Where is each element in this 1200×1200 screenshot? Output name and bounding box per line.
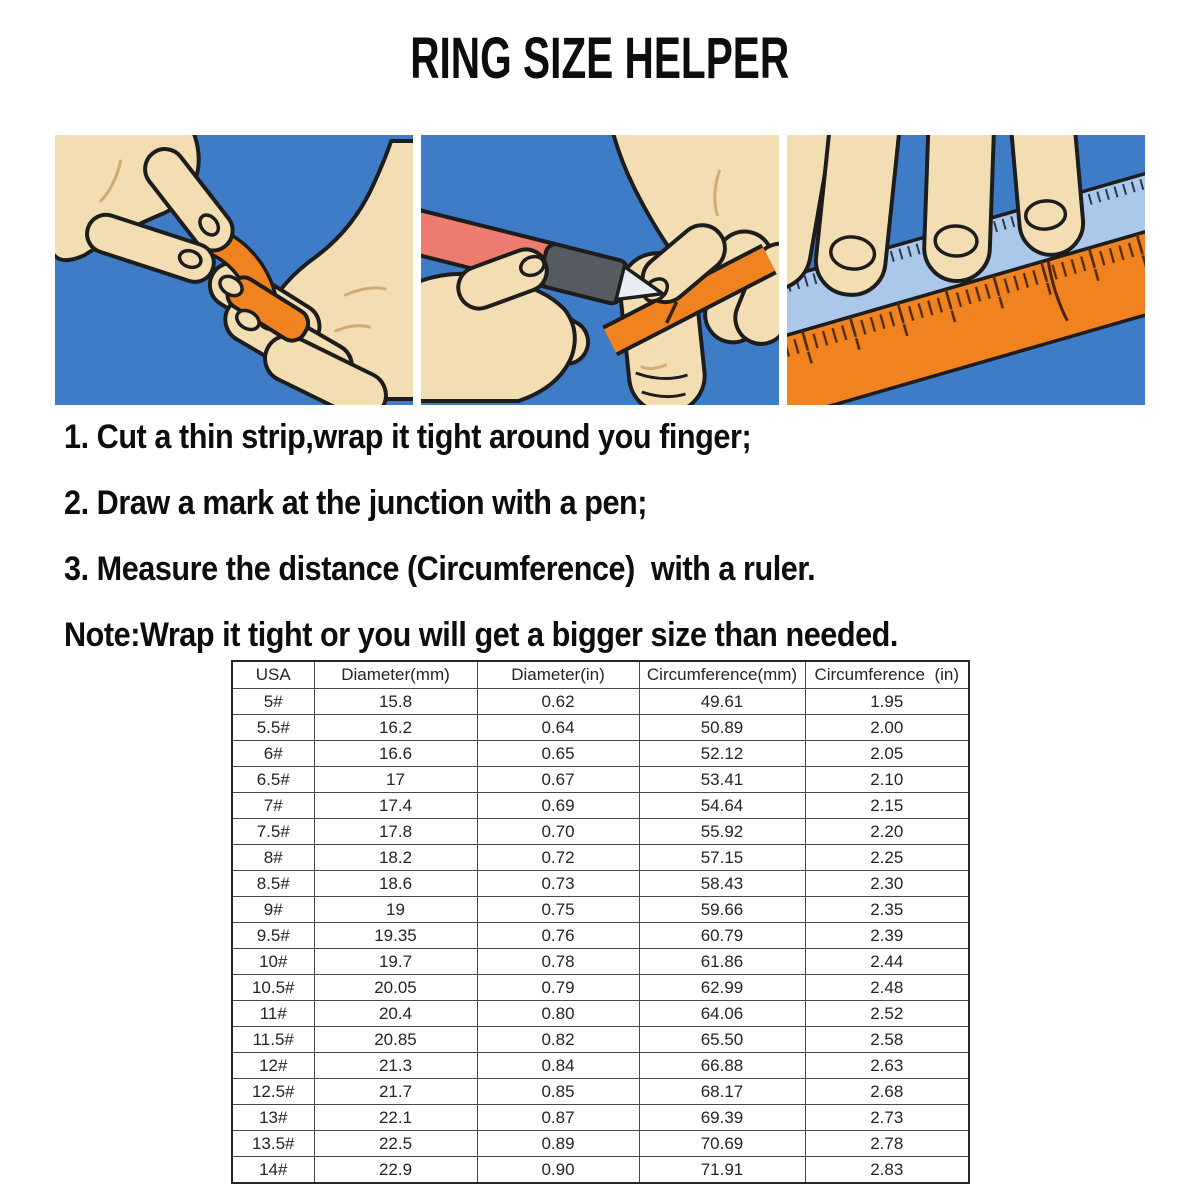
table-cell: 64.06 [639,1001,805,1027]
table-cell: 0.85 [477,1079,639,1105]
instruction-step-2-text: 2. Draw a mark at the junction with a pen; [64,483,648,522]
table-row [232,1157,969,1184]
table-cell: 55.92 [639,819,805,845]
table-cell: 0.82 [477,1027,639,1053]
table-cell: 0.75 [477,897,639,923]
illustration-strip [55,135,1145,405]
table-cell: 0.84 [477,1053,639,1079]
table-cell: 17 [314,767,477,793]
table-cell: 18.6 [314,871,477,897]
table-cell: 0.72 [477,845,639,871]
table-row [232,1105,969,1131]
instruction-step-3-text: 3. Measure the distance (Circumference) with a ruler. [64,549,816,588]
table-cell: 0.79 [477,975,639,1001]
instruction-note-text: Note:Wrap it tight or you will get a bigger size than needed. [64,615,898,654]
table-cell: 2.30 [805,871,969,897]
table-cell: 6# [232,741,314,767]
table-cell: 16.6 [314,741,477,767]
panel-mark-pen [421,135,779,405]
table-cell: 10# [232,949,314,975]
table-cell: 2.58 [805,1027,969,1053]
table-cell: 53.41 [639,767,805,793]
table-cell: 16.2 [314,715,477,741]
hands-wrapping-strip-icon [55,135,413,405]
table-row [232,923,969,949]
table-cell: 2.83 [805,1157,969,1184]
panel-wrap-strip [55,135,413,405]
table-cell: 68.17 [639,1079,805,1105]
table-cell: 54.64 [639,793,805,819]
table-header-row [232,661,969,689]
table-cell: 5# [232,689,314,715]
instruction-step-1 [64,404,1170,470]
table-row [232,975,969,1001]
column-header: Diameter(mm) [314,661,477,689]
instruction-step-1-text: 1. Cut a thin strip,wrap it tight around you finger; [64,417,752,456]
table-cell: 19.7 [314,949,477,975]
table-cell: 0.69 [477,793,639,819]
table-cell: 2.68 [805,1079,969,1105]
table-cell: 59.66 [639,897,805,923]
table-cell: 2.35 [805,897,969,923]
table-cell: 21.3 [314,1053,477,1079]
table-cell: 65.50 [639,1027,805,1053]
table-cell: 62.99 [639,975,805,1001]
table-row [232,793,969,819]
table-row [232,845,969,871]
table-cell: 66.88 [639,1053,805,1079]
table-cell: 0.65 [477,741,639,767]
table-row [232,1079,969,1105]
table-row [232,949,969,975]
table-cell: 9# [232,897,314,923]
table-cell: 0.90 [477,1157,639,1184]
table-cell: 6.5# [232,767,314,793]
table-cell: 17.4 [314,793,477,819]
table-cell: 19.35 [314,923,477,949]
table-cell: 10.5# [232,975,314,1001]
table-cell: 2.39 [805,923,969,949]
table-cell: 22.9 [314,1157,477,1184]
table-cell: 7.5# [232,819,314,845]
table-cell: 8# [232,845,314,871]
table-cell: 2.15 [805,793,969,819]
table-cell: 7# [232,793,314,819]
table-cell: 11# [232,1001,314,1027]
panel-ruler-measure [787,135,1145,405]
table-cell: 5.5# [232,715,314,741]
table-cell: 14# [232,1157,314,1184]
table-cell: 2.25 [805,845,969,871]
table-cell: 0.70 [477,819,639,845]
table-row [232,1027,969,1053]
pen-marking-strip-icon [421,135,779,405]
table-cell: 0.87 [477,1105,639,1131]
table-cell: 20.85 [314,1027,477,1053]
table-cell: 58.43 [639,871,805,897]
table-row [232,1053,969,1079]
table-cell: 0.89 [477,1131,639,1157]
table-row [232,767,969,793]
ruler-measuring-strip-icon [787,135,1145,405]
table-cell: 20.05 [314,975,477,1001]
table-cell: 2.63 [805,1053,969,1079]
table-cell: 0.78 [477,949,639,975]
page-title-text: RING SIZE HELPER [410,26,790,91]
table-row [232,741,969,767]
table-cell: 13.5# [232,1131,314,1157]
table-cell: 0.73 [477,871,639,897]
table-row [232,715,969,741]
table-row [232,871,969,897]
table-cell: 18.2 [314,845,477,871]
table-cell: 71.91 [639,1157,805,1184]
instructions [64,404,1170,668]
table-cell: 0.80 [477,1001,639,1027]
table-cell: 19 [314,897,477,923]
table-cell: 52.12 [639,741,805,767]
table-row [232,689,969,715]
table-cell: 22.1 [314,1105,477,1131]
table-cell: 2.52 [805,1001,969,1027]
table-cell: 2.78 [805,1131,969,1157]
table-cell: 20.4 [314,1001,477,1027]
page-title [0,28,1200,90]
column-header: USA [232,661,314,689]
instruction-step-2 [64,470,1170,536]
table-cell: 2.44 [805,949,969,975]
table-cell: 57.15 [639,845,805,871]
table-cell: 69.39 [639,1105,805,1131]
table-cell: 12.5# [232,1079,314,1105]
table-cell: 17.8 [314,819,477,845]
table-row [232,897,969,923]
table-cell: 0.67 [477,767,639,793]
table-cell: 8.5# [232,871,314,897]
table-cell: 2.05 [805,741,969,767]
table-cell: 50.89 [639,715,805,741]
instruction-step-3 [64,536,1170,602]
table-cell: 2.10 [805,767,969,793]
table-cell: 60.79 [639,923,805,949]
table-cell: 0.62 [477,689,639,715]
table-cell: 13# [232,1105,314,1131]
instruction-note [64,602,1170,668]
column-header: Circumference (in) [805,661,969,689]
table-cell: 2.73 [805,1105,969,1131]
table-cell: 2.00 [805,715,969,741]
table-cell: 22.5 [314,1131,477,1157]
table-cell: 2.48 [805,975,969,1001]
table-cell: 61.86 [639,949,805,975]
table-cell: 12# [232,1053,314,1079]
table-cell: 0.76 [477,923,639,949]
table-cell: 1.95 [805,689,969,715]
table-cell: 15.8 [314,689,477,715]
table-cell: 49.61 [639,689,805,715]
table-cell: 70.69 [639,1131,805,1157]
table-row [232,819,969,845]
table-cell: 9.5# [232,923,314,949]
table-cell: 21.7 [314,1079,477,1105]
column-header: Diameter(in) [477,661,639,689]
table-cell: 0.64 [477,715,639,741]
table-row [232,1001,969,1027]
ring-size-table [231,660,970,1184]
table-cell: 11.5# [232,1027,314,1053]
column-header: Circumference(mm) [639,661,805,689]
table-row [232,1131,969,1157]
table-cell: 2.20 [805,819,969,845]
